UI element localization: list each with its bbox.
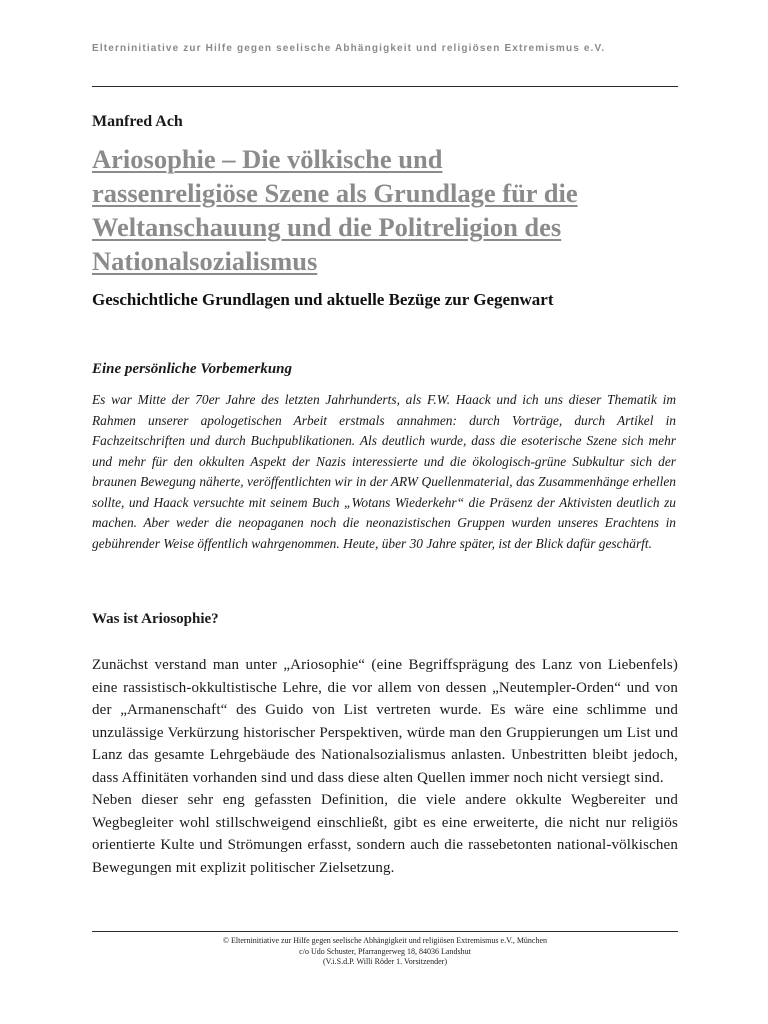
article-title xyxy=(92,142,692,278)
preface-heading: Eine persönliche Vorbemerkung xyxy=(92,361,293,377)
footer-divider xyxy=(92,931,678,932)
footer-line-responsible: (V.i.S.d.P. Willi Röder 1. Vorsitzender) xyxy=(323,957,447,966)
title-line: Weltanschauung und die Politreligion des xyxy=(92,212,562,242)
title-line: Nationalsozialismus xyxy=(92,246,318,276)
title-line: rassenreligiöse Szene als Grundlage für die xyxy=(92,178,578,208)
header-divider xyxy=(92,86,678,87)
article-subtitle: Geschichtliche Grundlagen und aktuelle Bezüge zur Gegenwart xyxy=(92,290,554,309)
body-paragraph: Neben dieser sehr eng gefassten Definition, die viele andere okkulte Wegbereiter und Wegbegleiter wohl stillschweigend einschließt, gibt es eine erweiterte, die nicht nur religiös orientierte Kulte und Strömungen erfasst, sondern auch die rassebetonten national-völkischen Bewegungen mit explizit politischer Zielsetzung. xyxy=(92,792,678,876)
footer-line-copyright: © Elterninitiative zur Hilfe gegen seelische Abhängigkeit und religiösen Extremismus e.V., München xyxy=(222,936,548,945)
title-line: Ariosophie – Die völkische und xyxy=(92,144,443,174)
section-body xyxy=(92,654,678,879)
footer-line-address: c/o Udo Schuster, Pfarrangerweg 18, 84036 Landshut xyxy=(299,946,471,956)
section-heading: Was ist Ariosophie? xyxy=(92,611,219,627)
organization-header: Elterninitiative zur Hilfe gegen seelische Abhängigkeit und religiösen Extremismus e.V. xyxy=(92,43,606,54)
preface-paragraph: Es war Mitte der 70er Jahre des letzten Jahrhunderts, als F.W. Haack und ich uns dieser Thematik im Rahmen unserer apologetischen Arbeit erstmals annahmen: durch Vorträge, durch Artikel in Fachzeitschriften und durch Buchpublikationen. Als deutlich wurde, dass die esoterische Szene sich mehr und mehr für den okkulten Aspekt der Nazis interessierte und die ökologisch-grüne Subkultur sich der braunen Bewegung näherte, veröffentlichten wir in der ARW Quellenmaterial, das Zusammenhänge erhellen sollte, und Haack versuchte mit seinem Buch „Wotans Wiederkehr“ die Präsenz der Aktivisten deutlich zu machen. Aber weder die neopaganen noch die neonazistischen Gruppen wurden unseres Erachtens in gebührender Weise öffentlich wahrgenommen. Heute, über 30 Jahre später, ist der Blick dafür geschärft. xyxy=(92,392,676,551)
author-name: Manfred Ach xyxy=(92,113,183,130)
page-footer xyxy=(92,936,678,968)
body-paragraph: Zunächst verstand man unter „Ariosophie“ (eine Begriffsprägung des Lanz von Liebenfels) eine rassistisch-okkultistische Lehre, die vor allem von dessen „Neutempler-Orden“ und von der „Armanenschaft“ des Guido von List vertreten wurde. Es wäre eine schlimme und unzulässige Verkürzung historischer Perspektiven, würde man den Gruppierungen um List und Lanz das gesamte Lehrgebäude des Nationalsozialismus anlasten. Unbestritten bleibt jedoch, dass Affinitäten vorhanden sind und dass diese alten Quellen immer noch nicht versiegt sind. xyxy=(92,657,678,786)
